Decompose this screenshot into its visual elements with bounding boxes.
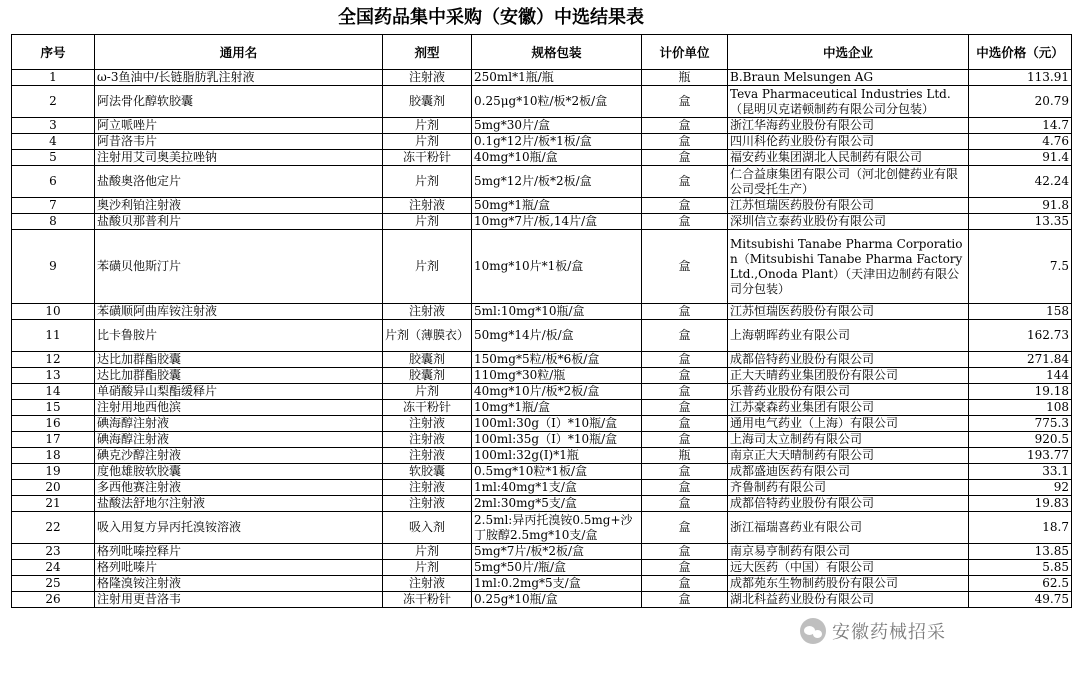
cell-unit: 盒 xyxy=(642,400,728,416)
cell-price: 13.85 xyxy=(969,544,1072,560)
cell-name: 单硝酸异山梨酯缓释片 xyxy=(95,384,383,400)
header-company: 中选企业 xyxy=(728,35,969,70)
cell-spec: 0.25g*10瓶/盒 xyxy=(472,592,642,608)
cell-unit: 盒 xyxy=(642,134,728,150)
cell-spec: 5mg*7片/板*2板/盒 xyxy=(472,544,642,560)
cell-form: 注射液 xyxy=(383,496,472,512)
table-row xyxy=(12,352,1072,368)
cell-unit: 盒 xyxy=(642,150,728,166)
cell-name: 碘海醇注射液 xyxy=(95,432,383,448)
cell-seq: 1 xyxy=(12,70,95,86)
cell-seq: 24 xyxy=(12,560,95,576)
cell-form: 注射液 xyxy=(383,416,472,432)
cell-unit: 盒 xyxy=(642,352,728,368)
cell-spec: 150mg*5粒/板*6板/盒 xyxy=(472,352,642,368)
cell-name: 格列吡嗪片 xyxy=(95,560,383,576)
table-row xyxy=(12,384,1072,400)
cell-company: 上海朝晖药业有限公司 xyxy=(728,320,969,352)
cell-seq: 9 xyxy=(12,230,95,304)
cell-seq: 21 xyxy=(12,496,95,512)
cell-seq: 25 xyxy=(12,576,95,592)
table-row xyxy=(12,512,1072,544)
table-row xyxy=(12,544,1072,560)
cell-price: 158 xyxy=(969,304,1072,320)
cell-form: 注射液 xyxy=(383,576,472,592)
cell-spec: 0.1g*12片/板*1板/盒 xyxy=(472,134,642,150)
table-row xyxy=(12,166,1072,198)
cell-unit: 盒 xyxy=(642,464,728,480)
cell-company: Teva Pharmaceutical Industries Ltd.（昆明贝克诺顿制药有限公司分包装） xyxy=(728,86,969,118)
cell-price: 775.3 xyxy=(969,416,1072,432)
cell-form: 注射液 xyxy=(383,448,472,464)
wechat-icon xyxy=(800,618,826,644)
cell-name: 注射用艾司奥美拉唑钠 xyxy=(95,150,383,166)
cell-unit: 盒 xyxy=(642,480,728,496)
cell-company: 四川科伦药业股份有限公司 xyxy=(728,134,969,150)
cell-price: 49.75 xyxy=(969,592,1072,608)
cell-company: 江苏恒瑞医药股份有限公司 xyxy=(728,198,969,214)
cell-price: 91.4 xyxy=(969,150,1072,166)
cell-form: 片剂 xyxy=(383,384,472,400)
cell-name: 盐酸贝那普利片 xyxy=(95,214,383,230)
table-row xyxy=(12,230,1072,304)
cell-company: 乐普药业股份有限公司 xyxy=(728,384,969,400)
cell-company: 南京易亨制药有限公司 xyxy=(728,544,969,560)
table-row xyxy=(12,416,1072,432)
cell-price: 92 xyxy=(969,480,1072,496)
cell-unit: 盒 xyxy=(642,544,728,560)
cell-company: 成都盛迪医药有限公司 xyxy=(728,464,969,480)
cell-company: 湖北科益药业股份有限公司 xyxy=(728,592,969,608)
cell-seq: 26 xyxy=(12,592,95,608)
cell-seq: 16 xyxy=(12,416,95,432)
cell-seq: 18 xyxy=(12,448,95,464)
cell-spec: 2ml:30mg*5支/盒 xyxy=(472,496,642,512)
cell-spec: 5mg*50片/瓶/盒 xyxy=(472,560,642,576)
cell-form: 片剂 xyxy=(383,118,472,134)
cell-price: 19.83 xyxy=(969,496,1072,512)
cell-seq: 14 xyxy=(12,384,95,400)
cell-spec: 100ml:35g（I）*10瓶/盒 xyxy=(472,432,642,448)
cell-unit: 盒 xyxy=(642,214,728,230)
cell-name: 达比加群酯胶囊 xyxy=(95,352,383,368)
cell-company: 齐鲁制药有限公司 xyxy=(728,480,969,496)
cell-seq: 8 xyxy=(12,214,95,230)
cell-unit: 盒 xyxy=(642,304,728,320)
cell-spec: 10mg*1瓶/盒 xyxy=(472,400,642,416)
cell-form: 吸入剂 xyxy=(383,512,472,544)
table-row xyxy=(12,304,1072,320)
cell-price: 108 xyxy=(969,400,1072,416)
cell-name: ω-3鱼油中/长链脂肪乳注射液 xyxy=(95,70,383,86)
header-form: 剂型 xyxy=(383,35,472,70)
cell-company: 浙江华海药业股份有限公司 xyxy=(728,118,969,134)
table-row xyxy=(12,150,1072,166)
cell-spec: 100ml:32g(I)*1瓶 xyxy=(472,448,642,464)
cell-company: 成都苑东生物制药股份有限公司 xyxy=(728,576,969,592)
cell-spec: 10mg*10片*1板/盒 xyxy=(472,230,642,304)
cell-price: 144 xyxy=(969,368,1072,384)
cell-spec: 1ml:40mg*1支/盒 xyxy=(472,480,642,496)
cell-name: 阿法骨化醇软胶囊 xyxy=(95,86,383,118)
cell-form: 胶囊剂 xyxy=(383,368,472,384)
cell-form: 胶囊剂 xyxy=(383,352,472,368)
cell-unit: 盒 xyxy=(642,384,728,400)
cell-unit: 盒 xyxy=(642,416,728,432)
cell-price: 920.5 xyxy=(969,432,1072,448)
table-row xyxy=(12,368,1072,384)
cell-unit: 盒 xyxy=(642,496,728,512)
cell-company: B.Braun Melsungen AG xyxy=(728,70,969,86)
cell-seq: 7 xyxy=(12,198,95,214)
cell-price: 19.18 xyxy=(969,384,1072,400)
cell-form: 冻干粉针 xyxy=(383,150,472,166)
cell-seq: 15 xyxy=(12,400,95,416)
cell-name: 碘海醇注射液 xyxy=(95,416,383,432)
cell-name: 奥沙利铂注射液 xyxy=(95,198,383,214)
cell-company: 成都倍特药业股份有限公司 xyxy=(728,496,969,512)
cell-spec: 40mg*10片/板*2板/盒 xyxy=(472,384,642,400)
cell-spec: 5mg*12片/板*2板/盒 xyxy=(472,166,642,198)
cell-price: 18.7 xyxy=(969,512,1072,544)
watermark-text: 安徽药械招采 xyxy=(832,622,946,643)
cell-company: 远大医药（中国）有限公司 xyxy=(728,560,969,576)
cell-company: 南京正大天晴制药有限公司 xyxy=(728,448,969,464)
table-row xyxy=(12,464,1072,480)
table-row xyxy=(12,496,1072,512)
cell-unit: 瓶 xyxy=(642,70,728,86)
cell-price: 14.7 xyxy=(969,118,1072,134)
cell-price: 271.84 xyxy=(969,352,1072,368)
cell-spec: 2.5ml:异丙托溴铵0.5mg+沙丁胺醇2.5mg*10支/盒 xyxy=(472,512,642,544)
cell-form: 片剂 xyxy=(383,166,472,198)
cell-name: 阿立哌唑片 xyxy=(95,118,383,134)
cell-name: 阿昔洛韦片 xyxy=(95,134,383,150)
cell-price: 62.5 xyxy=(969,576,1072,592)
cell-company: 深圳信立泰药业股份有限公司 xyxy=(728,214,969,230)
table-row xyxy=(12,448,1072,464)
cell-seq: 10 xyxy=(12,304,95,320)
cell-name: 注射用更昔洛韦 xyxy=(95,592,383,608)
cell-name: 碘克沙醇注射液 xyxy=(95,448,383,464)
cell-unit: 盒 xyxy=(642,230,728,304)
cell-form: 胶囊剂 xyxy=(383,86,472,118)
cell-company: 上海司太立制药有限公司 xyxy=(728,432,969,448)
table-row xyxy=(12,560,1072,576)
table-row xyxy=(12,198,1072,214)
cell-unit: 盒 xyxy=(642,512,728,544)
table-row xyxy=(12,400,1072,416)
cell-name: 格列吡嗪控释片 xyxy=(95,544,383,560)
cell-unit: 瓶 xyxy=(642,448,728,464)
cell-price: 42.24 xyxy=(969,166,1072,198)
cell-spec: 5mg*30片/盒 xyxy=(472,118,642,134)
cell-company: 江苏豪森药业集团有限公司 xyxy=(728,400,969,416)
cell-form: 冻干粉针 xyxy=(383,400,472,416)
header-unit: 计价单位 xyxy=(642,35,728,70)
cell-spec: 5ml:10mg*10瓶/盒 xyxy=(472,304,642,320)
cell-name: 吸入用复方异丙托溴铵溶液 xyxy=(95,512,383,544)
cell-seq: 2 xyxy=(12,86,95,118)
cell-form: 片剂（薄膜衣） xyxy=(383,320,472,352)
table-row xyxy=(12,480,1072,496)
table-row xyxy=(12,86,1072,118)
cell-seq: 22 xyxy=(12,512,95,544)
cell-unit: 盒 xyxy=(642,560,728,576)
table-row xyxy=(12,432,1072,448)
cell-unit: 盒 xyxy=(642,198,728,214)
cell-name: 盐酸法舒地尔注射液 xyxy=(95,496,383,512)
cell-company: 江苏恒瑞医药股份有限公司 xyxy=(728,304,969,320)
page-title: 全国药品集中采购（安徽）中选结果表 xyxy=(338,7,644,28)
table-row xyxy=(12,70,1072,86)
cell-company: Mitsubishi Tanabe Pharma Corporation（Mitsubishi Tanabe Pharma Factory Ltd.,Onoda Plant）（天津田边制药有限公司分包装） xyxy=(728,230,969,304)
cell-company: 福安药业集团湖北人民制药有限公司 xyxy=(728,150,969,166)
watermark xyxy=(800,616,946,646)
cell-company: 浙江福瑞喜药业有限公司 xyxy=(728,512,969,544)
header-row xyxy=(12,35,1072,70)
cell-form: 片剂 xyxy=(383,214,472,230)
cell-form: 软胶囊 xyxy=(383,464,472,480)
cell-name: 苯磺顺阿曲库铵注射液 xyxy=(95,304,383,320)
cell-form: 冻干粉针 xyxy=(383,592,472,608)
cell-unit: 盒 xyxy=(642,118,728,134)
cell-form: 片剂 xyxy=(383,544,472,560)
table-row xyxy=(12,134,1072,150)
cell-spec: 110mg*30粒/瓶 xyxy=(472,368,642,384)
cell-spec: 40mg*10瓶/盒 xyxy=(472,150,642,166)
cell-price: 7.5 xyxy=(969,230,1072,304)
cell-form: 注射液 xyxy=(383,198,472,214)
cell-price: 13.35 xyxy=(969,214,1072,230)
cell-form: 注射液 xyxy=(383,432,472,448)
results-table xyxy=(11,34,1072,608)
cell-unit: 盒 xyxy=(642,432,728,448)
cell-company: 通用电气药业（上海）有限公司 xyxy=(728,416,969,432)
cell-name: 格隆溴铵注射液 xyxy=(95,576,383,592)
cell-name: 盐酸奥洛他定片 xyxy=(95,166,383,198)
cell-name: 苯磺贝他斯汀片 xyxy=(95,230,383,304)
cell-name: 达比加群酯胶囊 xyxy=(95,368,383,384)
cell-unit: 盒 xyxy=(642,320,728,352)
cell-price: 4.76 xyxy=(969,134,1072,150)
cell-price: 5.85 xyxy=(969,560,1072,576)
table-row xyxy=(12,320,1072,352)
cell-seq: 19 xyxy=(12,464,95,480)
cell-spec: 0.25μg*10粒/板*2板/盒 xyxy=(472,86,642,118)
table-row xyxy=(12,576,1072,592)
cell-form: 注射液 xyxy=(383,70,472,86)
cell-seq: 5 xyxy=(12,150,95,166)
cell-form: 片剂 xyxy=(383,230,472,304)
cell-seq: 3 xyxy=(12,118,95,134)
header-spec: 规格包装 xyxy=(472,35,642,70)
header-seq: 序号 xyxy=(12,35,95,70)
cell-price: 193.77 xyxy=(969,448,1072,464)
cell-name: 注射用地西他滨 xyxy=(95,400,383,416)
cell-price: 33.1 xyxy=(969,464,1072,480)
cell-unit: 盒 xyxy=(642,166,728,198)
header-price: 中选价格（元） xyxy=(969,35,1072,70)
cell-seq: 23 xyxy=(12,544,95,560)
cell-price: 91.8 xyxy=(969,198,1072,214)
cell-unit: 盒 xyxy=(642,86,728,118)
cell-seq: 20 xyxy=(12,480,95,496)
cell-spec: 10mg*7片/板,14片/盒 xyxy=(472,214,642,230)
cell-unit: 盒 xyxy=(642,576,728,592)
cell-price: 20.79 xyxy=(969,86,1072,118)
cell-seq: 11 xyxy=(12,320,95,352)
cell-form: 注射液 xyxy=(383,304,472,320)
cell-name: 度他雄胺软胶囊 xyxy=(95,464,383,480)
table-row xyxy=(12,118,1072,134)
cell-company: 正大天晴药业集团股份有限公司 xyxy=(728,368,969,384)
cell-form: 片剂 xyxy=(383,134,472,150)
cell-seq: 12 xyxy=(12,352,95,368)
header-name: 通用名 xyxy=(95,35,383,70)
cell-seq: 6 xyxy=(12,166,95,198)
cell-unit: 盒 xyxy=(642,592,728,608)
table-row xyxy=(12,592,1072,608)
cell-form: 注射液 xyxy=(383,480,472,496)
table-row xyxy=(12,214,1072,230)
cell-spec: 0.5mg*10粒*1板/盒 xyxy=(472,464,642,480)
cell-spec: 1ml:0.2mg*5支/盒 xyxy=(472,576,642,592)
cell-company: 仁合益康集团有限公司（河北创健药业有限公司受托生产） xyxy=(728,166,969,198)
cell-company: 成都倍特药业股份有限公司 xyxy=(728,352,969,368)
cell-spec: 50mg*1瓶/盒 xyxy=(472,198,642,214)
cell-seq: 4 xyxy=(12,134,95,150)
cell-price: 162.73 xyxy=(969,320,1072,352)
cell-unit: 盒 xyxy=(642,368,728,384)
cell-spec: 50mg*14片/板/盒 xyxy=(472,320,642,352)
cell-name: 多西他赛注射液 xyxy=(95,480,383,496)
cell-seq: 13 xyxy=(12,368,95,384)
cell-name: 比卡鲁胺片 xyxy=(95,320,383,352)
cell-seq: 17 xyxy=(12,432,95,448)
cell-spec: 250ml*1瓶/瓶 xyxy=(472,70,642,86)
cell-form: 片剂 xyxy=(383,560,472,576)
cell-price: 113.91 xyxy=(969,70,1072,86)
cell-spec: 100ml:30g（I）*10瓶/盒 xyxy=(472,416,642,432)
